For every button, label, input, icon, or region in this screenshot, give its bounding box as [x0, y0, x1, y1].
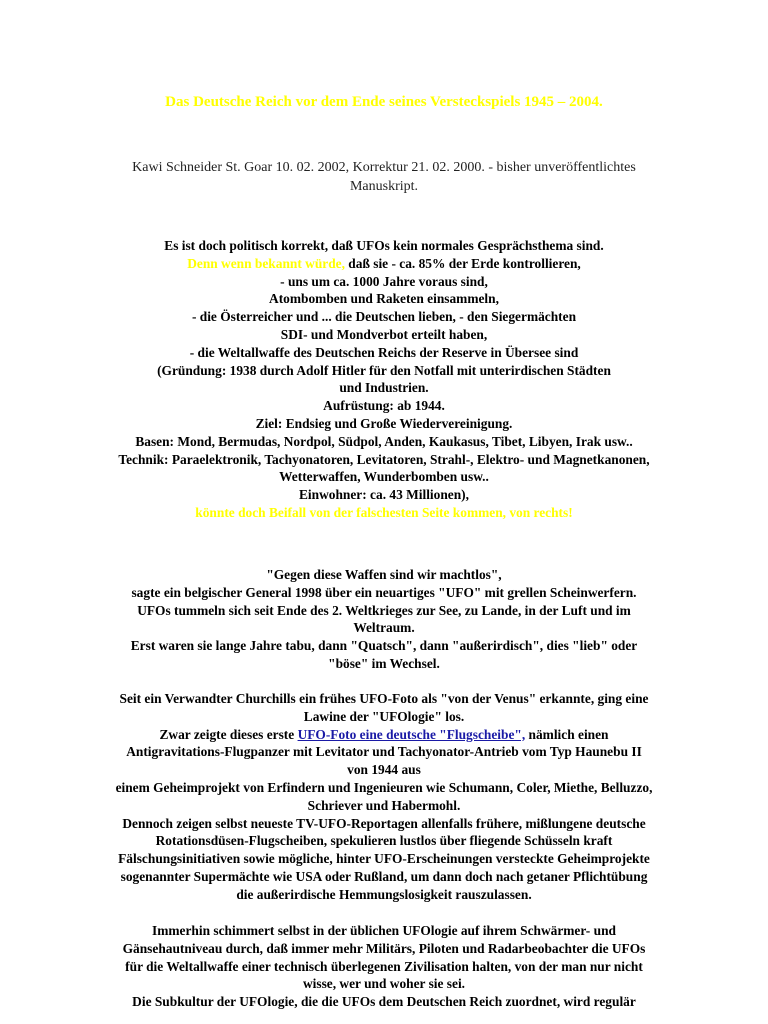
- highlighted-text: Denn wenn bekannt würde,: [187, 255, 345, 271]
- text-line: sogenannter Supermächte wie USA oder Rußland, um dann doch nach getaner Pflichtübung: [120, 868, 648, 884]
- text-line: Schriever und Habermohl.: [307, 797, 461, 813]
- text-line: Ziel: Endsieg und Große Wiedervereinigung.: [255, 415, 513, 431]
- intro-paragraph: [60, 237, 708, 522]
- text-line: Dennoch zeigen selbst neueste TV-UFO-Reportagen allenfalls frühere, mißlungene deutsche: [122, 815, 646, 831]
- text-line: Es ist doch politisch korrekt, daß UFOs kein normales Gesprächsthema sind.: [164, 238, 604, 253]
- highlighted-text: könnte doch Beifall von der falschesten Seite kommen, von rechts!: [195, 504, 573, 520]
- text-line: Gänsehautniveau durch, daß immer mehr Militärs, Piloten und Radarbeobachter die UFOs: [122, 940, 646, 956]
- general-quote-paragraph: [60, 566, 708, 673]
- text-line: wisse, wer und woher sie sei.: [302, 976, 466, 992]
- byline-line: Manuskript.: [349, 179, 419, 194]
- text-span: nämlich einen: [525, 726, 609, 742]
- text-line: für die Weltallwaffe einer technisch überlegenen Zivilisation halten, von der man nur nicht: [125, 958, 643, 974]
- author-byline: [80, 158, 688, 196]
- text-line: Rotationsdüsen-Flugscheiben, spekulieren lustlos über fliegende Schüsseln kraft: [155, 833, 613, 849]
- text-line: (Gründung: 1938 durch Adolf Hitler für den Notfall mit unterirdischen Städten: [157, 362, 611, 378]
- text-line: "Gegen diese Waffen sind wir machtlos",: [266, 567, 502, 582]
- text-line: [60, 726, 708, 744]
- ufology-paragraph: [60, 690, 708, 904]
- text-line: sagte ein belgischer General 1998 über ein neuartiges "UFO" mit grellen Scheinwerfern.: [131, 584, 637, 600]
- text-line: und Industrien.: [339, 380, 429, 396]
- text-line: Technik: Paraelektronik, Tachyonatoren, Levitatoren, Strahl-, Elektro- und Magnetkanonen,: [118, 451, 650, 467]
- text-line: Lawine der "UFOlogie" los.: [303, 708, 465, 724]
- text-line: Einwohner: ca. 43 Millionen),: [299, 487, 469, 503]
- text-line: SDI- und Mondverbot erteilt haben,: [280, 326, 488, 342]
- text-line: Seit ein Verwandter Churchills ein frühes UFO-Foto als "von der Venus" erkannte, ging eine: [119, 691, 649, 706]
- text-line: Basen: Mond, Bermudas, Nordpol, Südpol, Anden, Kaukasus, Tibet, Libyen, Irak usw..: [135, 433, 633, 449]
- text-line: - uns um ca. 1000 Jahre voraus sind,: [280, 273, 488, 289]
- text-line: einem Geheimprojekt von Erfindern und Ingenieuren wie Schumann, Coler, Miethe, Belluzzo,: [115, 779, 653, 795]
- text-line: Die Subkultur der UFOlogie, die die UFOs dem Deutschen Reich zuordnet, wird regulär: [132, 994, 636, 1010]
- document-title: Das Deutsche Reich vor dem Ende seines Versteckspiels 1945 – 2004.: [165, 94, 603, 110]
- text-span: Zwar zeigte dieses erste: [159, 726, 298, 742]
- text-line: Antigravitations-Flugpanzer mit Levitator und Tachyonator-Antrieb vom Typ Haunebu II: [126, 744, 642, 760]
- text-line: - die Weltallwaffe des Deutschen Reichs der Reserve in Übersee sind: [189, 344, 579, 360]
- text-line: Aufrüstung: ab 1944.: [323, 398, 445, 414]
- text-line: Fälschungsinitiativen sowie mögliche, hinter UFO-Erscheinungen versteckte Geheimprojekte: [118, 851, 650, 867]
- ufo-photo-link[interactable]: UFO-Foto eine deutsche "Flugscheibe",: [297, 726, 526, 742]
- text-line: Wetterwaffen, Wunderbomben usw..: [279, 469, 489, 485]
- text-span: daß sie - ca. 85% der Erde kontrollieren,: [344, 255, 581, 271]
- byline-line: Kawi Schneider St. Goar 10. 02. 2002, Korrektur 21. 02. 2000. - bisher unveröffentlichtes: [132, 160, 636, 175]
- text-line: Weltraum.: [353, 620, 415, 636]
- military-paragraph: [60, 922, 708, 1011]
- text-line: die außerirdische Hemmungslosigkeit rauszulassen.: [236, 886, 532, 902]
- text-line: [60, 255, 708, 273]
- text-line: Erst waren sie lange Jahre tabu, dann "Quatsch", dann "außerirdisch", dies "lieb" oder: [130, 638, 638, 654]
- text-line: UFOs tummeln sich seit Ende des 2. Weltkrieges zur See, zu Lande, in der Luft und im: [137, 602, 631, 618]
- text-line: - die Österreicher und ... die Deutschen lieben, - den Siegermächten: [191, 309, 577, 325]
- text-line: von 1944 aus: [347, 762, 421, 778]
- text-line: Immerhin schimmert selbst in der üblichen UFOlogie auf ihrem Schwärmer- und: [152, 923, 616, 938]
- text-line: Atombomben und Raketen einsammeln,: [269, 291, 499, 307]
- text-line: "böse" im Wechsel.: [328, 655, 440, 671]
